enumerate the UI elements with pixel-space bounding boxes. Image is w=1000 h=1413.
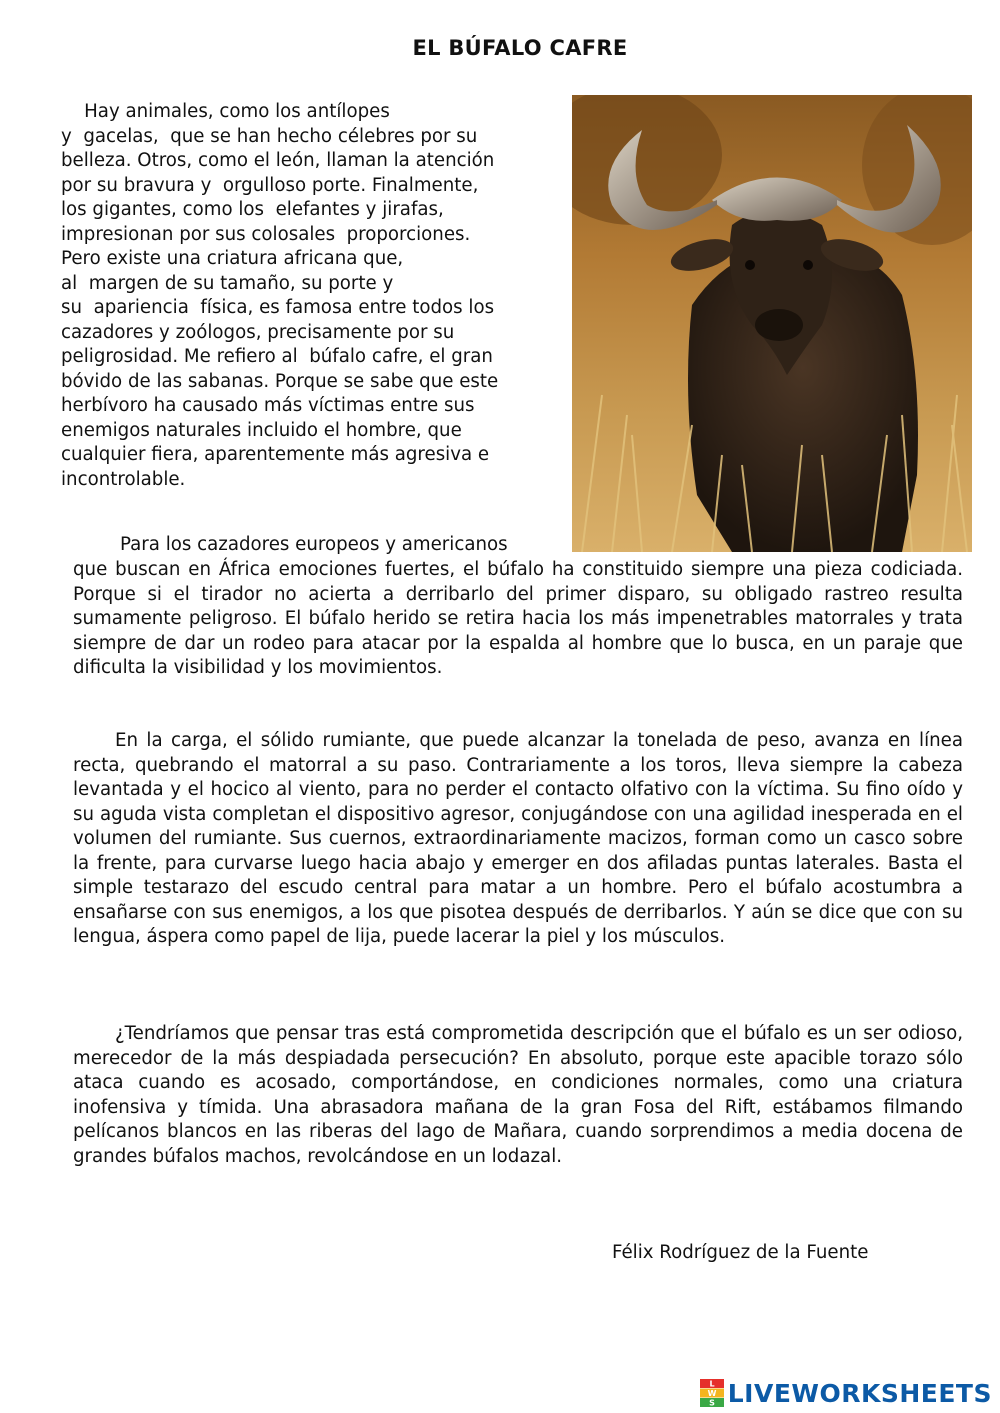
- intro-line: su apariencia física, es famosa entre todos los: [61, 297, 495, 318]
- paragraph-3: En la carga, el sólido rumiante, que puede alcanzar la tonelada de peso, avanza en línea recta, quebrando el matorral a su paso. Contrariamente a los toros, lleva siempre la cabeza levantada y el hocico al viento, para no perder el contacto olfativo con la víctima. Su fino oído y su aguda vista completan el dispositivo agresor, conjugándose con una agilidad inesperada en el volumen del rumiante. Sus cuernos, extraordinariamente macizos, forman como un casco sobre la frente, para curvarse luego hacia abajo y emerger en dos afiladas puntas laterales. Basta el simple testarazo del escudo central para matar a un hombre. Pero el búfalo acostumbra a ensañarse con sus enemigos, a los que pisotea después de derribarlos. Y aún se dice que con su lengua, áspera como papel de lija, puede lacerar la piel y los músculos.: [73, 730, 963, 947]
- intro-line: y gacelas, que se han hecho célebres por su: [61, 125, 478, 147]
- intro-line: Hay animales, como los antílopes: [61, 101, 390, 122]
- buffalo-photo: [572, 95, 972, 552]
- svg-text:W: W: [707, 1389, 717, 1398]
- intro-line: incontrolable.: [61, 468, 186, 490]
- intro-line: bóvido de las sabanas. Porque se sabe que este: [61, 370, 499, 392]
- intro-line: por su bravura y orgulloso porte. Finalmente,: [61, 174, 479, 196]
- paragraph-4: ¿Tendríamos que pensar tras está comprometida descripción que el búfalo es un ser odioso, merecedor de la más despiadada persecución? En absoluto, porque este apacible torazo sólo ataca cuando es acosado, comportándose, en condiciones normales, como una criatura inofensiva y tímida. Una abrasadora mañana de la gran Fosa del Rift, estábamos filmando pelícanos blancos en las riberas del lago de Mañara, cuando sorprendimos a media docena de grandes búfalos machos, revolcándose en un lodazal.: [73, 1023, 963, 1167]
- author-signature: Félix Rodríguez de la Fuente: [612, 1242, 869, 1263]
- intro-line: al margen de su tamaño, su porte y: [61, 272, 394, 294]
- intro-line: enemigos naturales incluido el hombre, que: [61, 419, 462, 441]
- intro-line: belleza. Otros, como el león, llaman la atención: [61, 150, 495, 171]
- page-title: EL BÚFALO CAFRE: [412, 36, 628, 60]
- intro-line: impresionan por sus colosales proporciones.: [61, 223, 471, 245]
- paragraph-2: que buscan en África emociones fuertes, el búfalo ha constituido siempre una pieza codiciada. Porque si el tirador no acierta a derribarlo del primer disparo, su obligado rastreo resulta sumamente peligroso. El búfalo herido se retira hacia los más impenetrables matorrales y trata siempre de dar un rodeo para atacar por la espalda al hombre que lo busca, en un paraje que dificulta la visibilidad y los movimientos.: [73, 559, 963, 678]
- intro-line: herbívoro ha causado más víctimas entre sus: [61, 395, 475, 416]
- intro-line: peligrosidad. Me refiero al búfalo cafre, el gran: [61, 346, 493, 367]
- liveworksheets-logo[interactable]: [700, 1378, 992, 1408]
- intro-paragraph: [61, 100, 556, 492]
- intro-line: cazadores y zoólogos, precisamente por su: [61, 321, 455, 343]
- intro-line: Pero existe una criatura africana que,: [61, 248, 404, 269]
- intro-line: cualquier fiera, aparentemente más agresiva e: [61, 444, 490, 465]
- intro-line: los gigantes, como los elefantes y jirafas,: [61, 199, 444, 220]
- svg-text:L: L: [709, 1379, 715, 1389]
- svg-text:S: S: [708, 1398, 715, 1407]
- paragraph-2-first-line: Para los cazadores europeos y americanos: [120, 534, 508, 555]
- liveworksheets-badge-icon: [700, 1379, 724, 1407]
- liveworksheets-wordmark: LIVEWORKSHEETS: [727, 1378, 992, 1408]
